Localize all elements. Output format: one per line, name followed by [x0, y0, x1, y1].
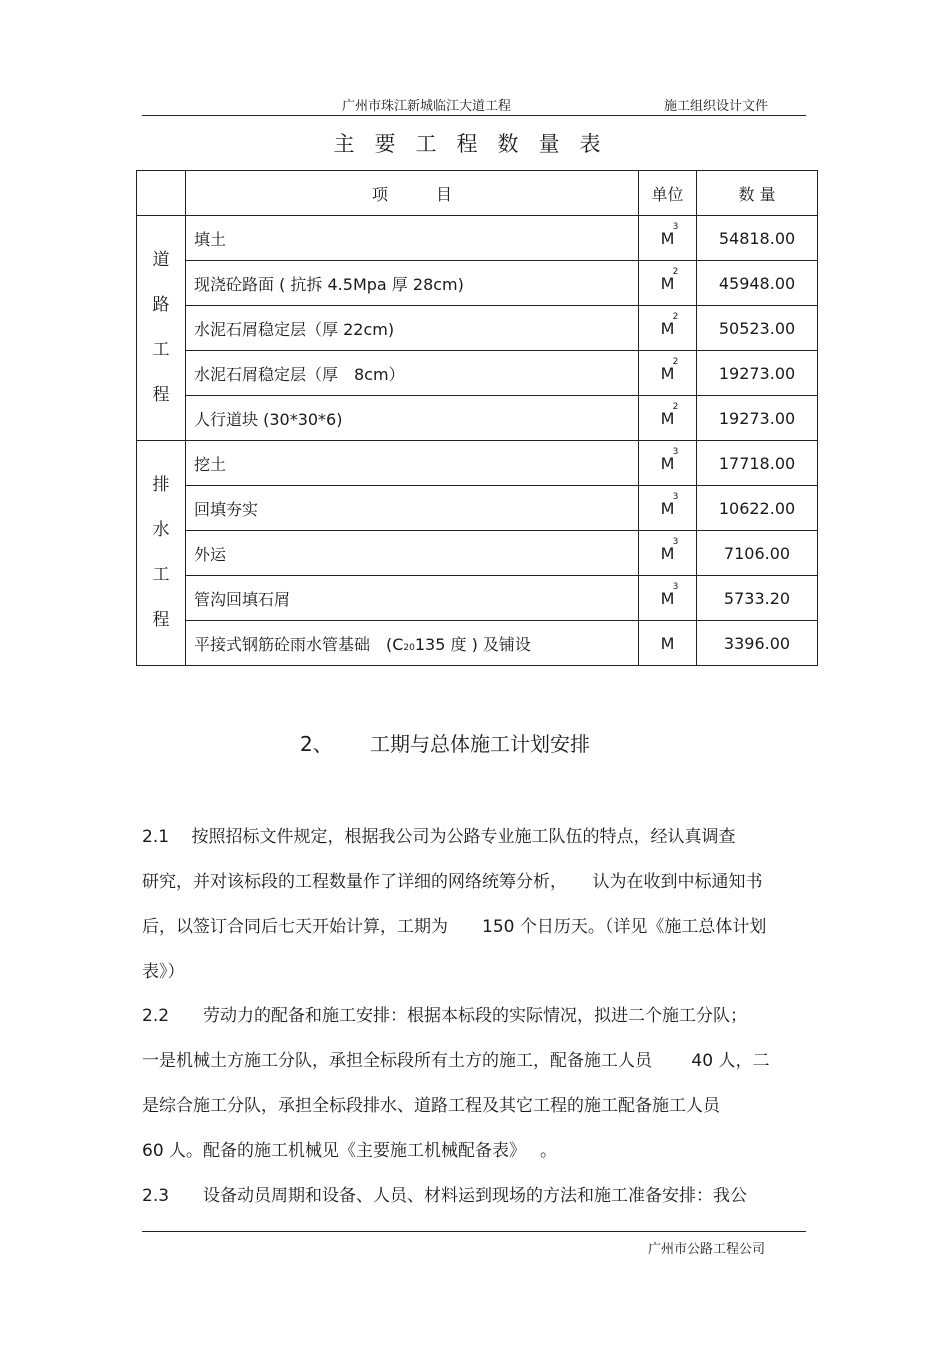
paragraph-line: 2.3 设备动员周期和设备、人员、材料运到现场的方法和施工准备安排：我公: [142, 1186, 748, 1206]
item-cell: 人行道块 (30*30*6): [186, 396, 639, 441]
item-cell: 回填夯实: [186, 486, 639, 531]
quantity-cell: 19273.00: [697, 396, 818, 441]
paragraph-line: 是综合施工分队，承担全标段排水、道路工程及其它工程的施工配备施工人员: [142, 1096, 720, 1116]
header-blank-cell: [137, 171, 186, 216]
group-label-char: 道: [152, 250, 170, 270]
unit-symbol: M 3: [660, 581, 679, 608]
item-text: 平接式钢筋砼雨水管基础 (C: [194, 634, 404, 654]
footer-divider: [142, 1231, 806, 1232]
unit-exponent: 3: [672, 581, 679, 592]
paragraph-line: 表》）: [142, 962, 185, 982]
section-number: 2、: [300, 732, 333, 756]
table-title: 主要工程数量表: [333, 132, 621, 156]
quantity-cell: 7106.00: [697, 531, 818, 576]
header-divider: [142, 115, 806, 116]
footer-company: 广州市公路工程公司: [648, 1242, 766, 1257]
table-row: [137, 351, 818, 396]
unit-cell: [639, 396, 697, 441]
unit-cell: [639, 351, 697, 396]
quantity-cell: 19273.00: [697, 351, 818, 396]
column-header-item-label-a: 项: [371, 184, 388, 204]
group-label-cell: [137, 216, 186, 441]
header-project: 广州市珠江新城临江大道工程: [342, 99, 512, 114]
table-row: [137, 441, 818, 486]
section-heading: [300, 728, 590, 757]
unit-cell: [639, 531, 697, 576]
group-label-char: 程: [152, 385, 170, 405]
table-row: [137, 486, 818, 531]
item-cell: [186, 621, 639, 666]
unit-symbol: M 3: [660, 221, 679, 248]
quantity-cell: 17718.00: [697, 441, 818, 486]
item-text: 135 度 ) 及铺设: [414, 634, 531, 654]
quantity-cell: 54818.00: [697, 216, 818, 261]
unit-symbol: M: [660, 633, 675, 653]
quantity-cell: 3396.00: [697, 621, 818, 666]
table-header-row: [137, 171, 818, 216]
column-header-item: [186, 171, 639, 216]
group-label-char: 工: [152, 565, 170, 585]
unit-exponent: 2: [672, 311, 679, 322]
group-label-char: 路: [152, 295, 170, 315]
item-cell: 挖土: [186, 441, 639, 486]
table-row: [137, 531, 818, 576]
paragraph-line: 2.1 按照招标文件规定，根据我公司为公路专业施工队伍的特点，经认真调查: [142, 827, 736, 847]
unit-cell: [639, 306, 697, 351]
unit-symbol: M 2: [660, 401, 679, 428]
group-label-char: 排: [152, 475, 170, 495]
item-cell: 水泥石屑稳定层（厚 22cm): [186, 306, 639, 351]
unit-cell: [639, 441, 697, 486]
table-row: [137, 576, 818, 621]
item-cell: 外运: [186, 531, 639, 576]
unit-symbol: M 2: [660, 356, 679, 383]
unit-cell: [639, 621, 697, 666]
unit-cell: [639, 576, 697, 621]
paragraph-line: 后，以签订合同后七天开始计算，工期为 150 个日历天。（详见《施工总体计划: [142, 917, 767, 937]
quantity-cell: 45948.00: [697, 261, 818, 306]
table-row: [137, 621, 818, 666]
unit-symbol: M 3: [660, 446, 679, 473]
item-cell: 填土: [186, 216, 639, 261]
section-title: 工期与总体施工计划安排: [370, 732, 590, 756]
quantity-cell: 10622.00: [697, 486, 818, 531]
unit-cell: [639, 261, 697, 306]
paragraph-line: 研究，并对该标段的工程数量作了详细的网络统筹分析， 认为在收到中标通知书: [142, 872, 763, 892]
group-label-char: 程: [152, 610, 170, 630]
unit-exponent: 3: [672, 536, 679, 547]
unit-exponent: 3: [672, 221, 679, 232]
table-row: [137, 306, 818, 351]
unit-symbol: M 3: [660, 491, 679, 518]
unit-symbol: M 2: [660, 311, 679, 338]
column-header-quantity: 数 量: [697, 171, 818, 216]
paragraph-line: 一是机械土方施工分队，承担全标段所有土方的施工，配备施工人员 40 人，二: [142, 1051, 770, 1071]
paragraph-line: 2.2 劳动力的配备和施工安排：根据本标段的实际情况，拟进二个施工分队；: [142, 1006, 748, 1026]
item-cell: 管沟回填石屑: [186, 576, 639, 621]
group-label-cell: [137, 441, 186, 666]
item-cell: 水泥石屑稳定层（厚 8cm）: [186, 351, 639, 396]
unit-exponent: 2: [672, 266, 679, 277]
unit-exponent: 3: [672, 446, 679, 457]
table-row: [137, 396, 818, 441]
paragraph-line: 60 人。配备的施工机械见《主要施工机械配备表》 。: [142, 1141, 557, 1161]
table-row: [137, 216, 818, 261]
unit-symbol: M 3: [660, 536, 679, 563]
group-label-char: 水: [152, 520, 170, 540]
table-row: [137, 261, 818, 306]
group-label-char: 工: [152, 340, 170, 360]
item-subscript: 20: [403, 642, 415, 653]
column-header-unit: 单位: [639, 171, 697, 216]
unit-cell: [639, 216, 697, 261]
quantity-cell: 5733.20: [697, 576, 818, 621]
quantity-cell: 50523.00: [697, 306, 818, 351]
unit-exponent: 2: [672, 401, 679, 412]
column-header-item-label-b: 目: [436, 184, 453, 204]
unit-exponent: 3: [672, 491, 679, 502]
unit-cell: [639, 486, 697, 531]
unit-symbol: M 2: [660, 266, 679, 293]
unit-exponent: 2: [672, 356, 679, 367]
item-cell: 现浇砼路面 ( 抗拆 4.5Mpa 厚 28cm): [186, 261, 639, 306]
quantity-table: [136, 170, 818, 666]
header-doc-type: 施工组织设计文件: [664, 99, 769, 114]
